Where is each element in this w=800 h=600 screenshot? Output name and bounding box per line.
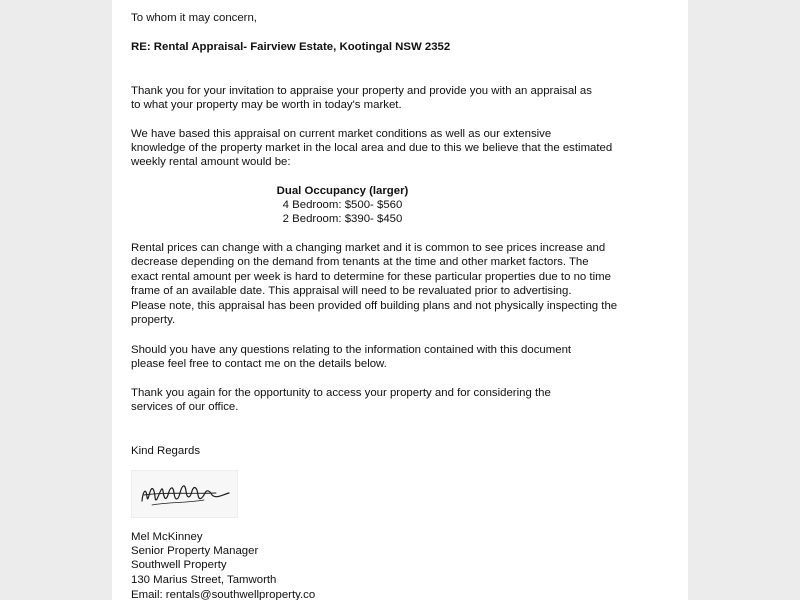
signatory-address: 130 Marius Street, Tamworth (131, 574, 277, 586)
para3-line-2: decrease depending on the demand from tenants at the time and other market factors. The (131, 256, 589, 268)
para1-line-1: Thank you for your invitation to appraise your property and provide you with an appraisal as (131, 85, 592, 97)
para3-line-6: property. (131, 314, 176, 326)
closing: Kind Regards (131, 445, 201, 457)
letter-page (112, 0, 688, 600)
signatory-company: Southwell Property (131, 559, 227, 571)
appraisal-item-4-bedroom: 4 Bedroom: $500- $560 (282, 199, 403, 211)
para4-line-1: Should you have any questions relating to the information contained with this document (131, 344, 572, 356)
para3-line-1: Rental prices can change with a changing market and it is common to see prices increase and (131, 242, 606, 254)
salutation: To whom it may concern, (131, 12, 257, 24)
para1-line-2: to what your property may be worth in today's market. (131, 99, 402, 111)
para5-line-2: services of our office. (131, 401, 239, 413)
para5-line-1: Thank you again for the opportunity to access your property and for considering the (131, 387, 551, 399)
para4-line-2: please feel free to contact me on the details below. (131, 358, 387, 370)
subject-line: RE: Rental Appraisal- Fairview Estate, Kootingal NSW 2352 (131, 41, 451, 53)
signature-scribble (132, 471, 237, 517)
para3-line-3: exact rental amount per week is hard to determine for these particular properties due to no time (131, 271, 611, 283)
appraisal-heading: Dual Occupancy (larger) (276, 185, 409, 197)
signature-image (131, 470, 238, 518)
signatory-name: Mel McKinney (131, 531, 203, 543)
para3-line-4: frame of an available date. This appraisal will need to be revaluated prior to advertising. (131, 285, 572, 297)
signatory-title: Senior Property Manager (131, 545, 259, 557)
appraisal-item-2-bedroom: 2 Bedroom: $390- $450 (282, 213, 403, 225)
signatory-email[interactable]: Email: rentals@southwellproperty.co (131, 589, 316, 600)
para2-line-3: weekly rental amount would be: (131, 156, 291, 168)
para2-line-1: We have based this appraisal on current market conditions as well as our extensive (131, 128, 552, 140)
para3-line-5: Please note, this appraisal has been provided off building plans and not physically inspecting the (131, 300, 618, 312)
para2-line-2: knowledge of the property market in the local area and due to this we believe that the estimated (131, 142, 613, 154)
